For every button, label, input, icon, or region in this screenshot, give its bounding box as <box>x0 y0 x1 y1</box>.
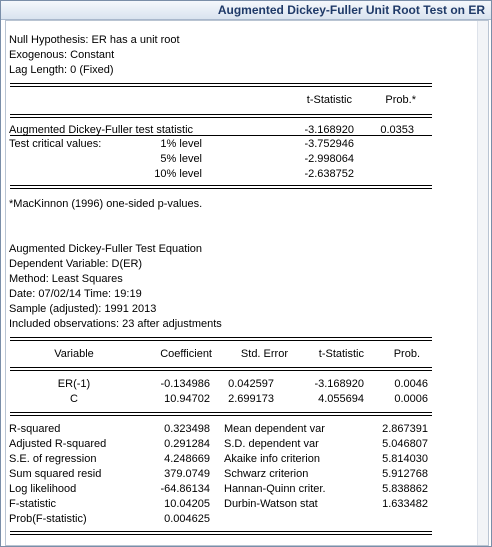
stat-value: 5.814030 <box>382 453 428 465</box>
coef-value: 10.94702 <box>164 393 210 405</box>
stat-value: 4.248669 <box>164 453 210 465</box>
coef-t-statistic: -3.168920 <box>314 378 364 390</box>
table-rule <box>10 114 432 118</box>
col-header-prob: Prob. <box>393 348 420 360</box>
stat-value: 0.291284 <box>164 438 210 450</box>
stat-label: Hannan-Quinn criter. <box>224 483 326 495</box>
vertical-scrollbar[interactable] <box>477 21 488 545</box>
crit-level-5: 5% level <box>160 153 202 165</box>
crit-value-1: -3.752946 <box>304 138 354 150</box>
col-header-prob: Prob.* <box>385 94 416 106</box>
stat-label: R-squared <box>9 423 61 435</box>
mackinnon-footnote: *MacKinnon (1996) one-sided p-values. <box>9 198 203 210</box>
stat-value: -64.86134 <box>160 483 210 495</box>
stat-value: 10.04205 <box>164 498 210 510</box>
stat-label: Mean dependent var <box>224 423 325 435</box>
coef-t-statistic: 4.055694 <box>318 393 364 405</box>
stat-label: Adjusted R-squared <box>9 438 107 450</box>
crit-value-10: -2.638752 <box>304 168 354 180</box>
table-rule <box>10 367 432 371</box>
method: Method: Least Squares <box>9 273 123 285</box>
col-header-t-statistic: t-Statistic <box>318 348 364 360</box>
coef-prob: 0.0046 <box>394 378 428 390</box>
title-bar[interactable] <box>1 1 491 20</box>
adf-stat-label: Augmented Dickey-Fuller test statistic <box>9 124 194 136</box>
table-rule <box>10 531 432 535</box>
adf-tstat-value: -3.168920 <box>304 124 354 136</box>
crit-level-10: 10% level <box>154 168 202 180</box>
table-rule <box>10 412 432 416</box>
crit-value-5: -2.998064 <box>304 153 354 165</box>
stat-label: Log likelihood <box>9 483 77 495</box>
stat-value: 0.323498 <box>164 423 210 435</box>
stat-label: Durbin-Watson stat <box>224 498 318 510</box>
exogenous: Exogenous: Constant <box>9 49 115 61</box>
stat-value: 0.004625 <box>164 513 210 525</box>
stat-label: S.D. dependent var <box>224 438 319 450</box>
dependent-variable: Dependent Variable: D(ER) <box>9 258 143 270</box>
equation-title: Augmented Dickey-Fuller Test Equation <box>9 243 203 255</box>
col-header-coefficient: Coefficient <box>160 348 212 360</box>
date-time: Date: 07/02/14 Time: 19:19 <box>9 288 142 300</box>
coef-prob: 0.0006 <box>394 393 428 405</box>
included-observations: Included observations: 23 after adjustments <box>9 318 222 330</box>
coef-variable: C <box>70 393 78 405</box>
coef-value: -0.134986 <box>160 378 210 390</box>
stat-value: 5.912768 <box>382 468 428 480</box>
stat-value: 1.633482 <box>382 498 428 510</box>
col-header-std-error: Std. Error <box>240 348 288 360</box>
stat-label: Prob(F-statistic) <box>9 513 87 525</box>
table-rule <box>10 185 432 189</box>
null-hypothesis: Null Hypothesis: ER has a unit root <box>9 34 180 46</box>
stat-value: 5.838862 <box>382 483 428 495</box>
stat-label: Sum squared resid <box>9 468 102 480</box>
stat-value: 2.867391 <box>382 423 428 435</box>
crit-level-1: 1% level <box>160 138 202 150</box>
adf-prob-value: 0.0353 <box>380 124 414 136</box>
stat-label: Schwarz criterion <box>224 468 309 480</box>
critical-values-label: Test critical values: <box>9 138 102 150</box>
sample: Sample (adjusted): 1991 2013 <box>9 303 157 315</box>
coef-std-error: 2.699173 <box>228 393 274 405</box>
table-rule <box>10 135 432 136</box>
stat-label: Akaike info criterion <box>224 453 320 465</box>
col-header-tstat: t-Statistic <box>306 94 352 106</box>
stat-value: 5.046807 <box>382 438 428 450</box>
lag-length: Lag Length: 0 (Fixed) <box>9 64 114 76</box>
table-rule <box>10 337 432 341</box>
col-header-variable: Variable <box>54 348 94 360</box>
stat-value: 379.0749 <box>164 468 210 480</box>
stat-label: S.E. of regression <box>9 453 97 465</box>
table-rule <box>10 83 432 87</box>
coef-variable: ER(-1) <box>57 378 91 390</box>
stat-label: F-statistic <box>9 498 57 510</box>
coef-std-error: 0.042597 <box>228 378 274 390</box>
output-area <box>5 20 489 546</box>
window-title: Augmented Dickey-Fuller Unit Root Test on ER <box>217 3 485 17</box>
